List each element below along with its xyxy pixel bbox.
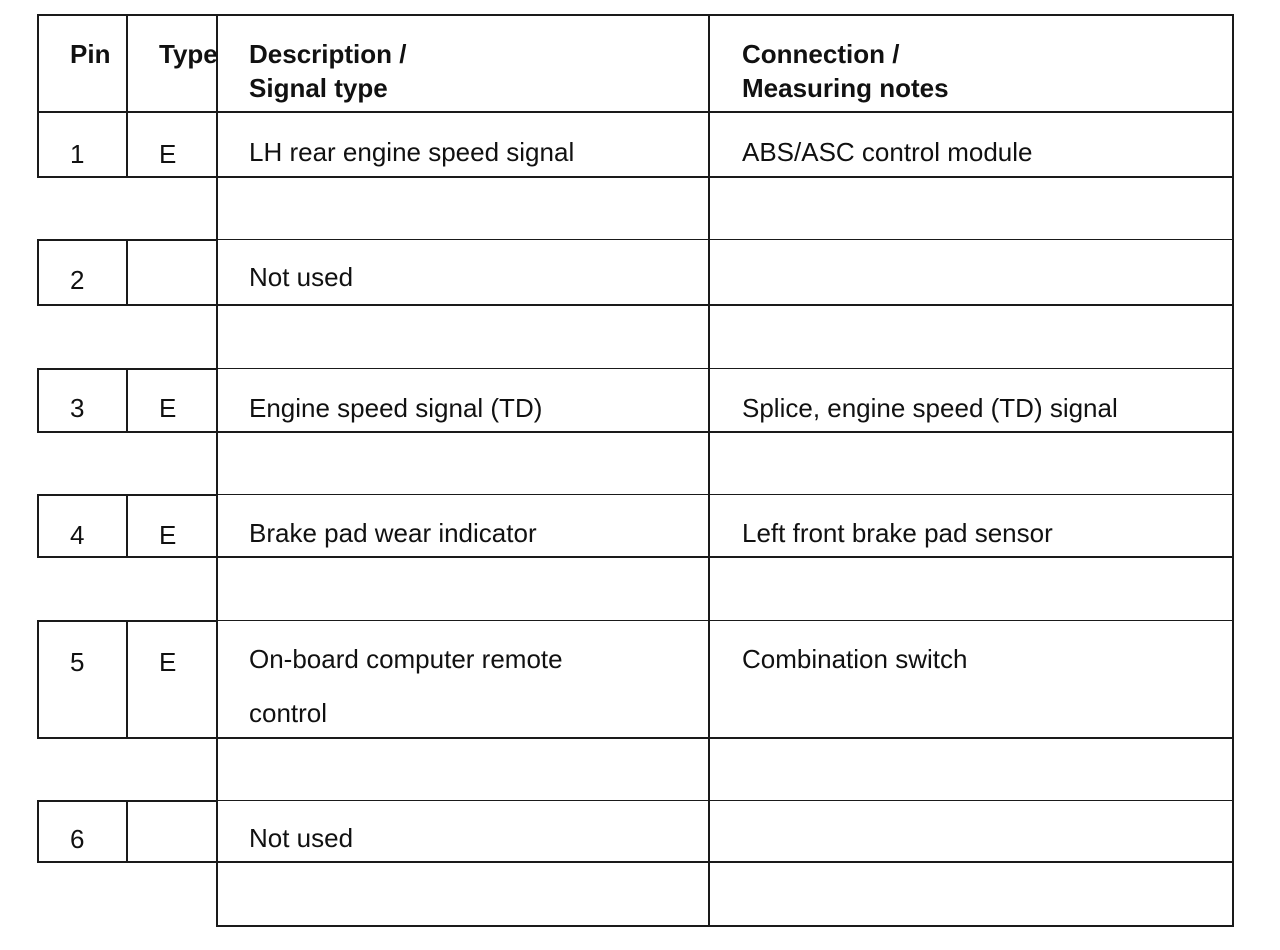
spacer-5-bottom: [216, 800, 1234, 801]
col-divider-type-description: [216, 14, 218, 927]
row-6-description: Not used: [249, 823, 354, 853]
row-4-bottom: [37, 556, 1234, 558]
table-border-left: [37, 14, 39, 177]
row-3-left: [37, 368, 39, 433]
row-1-connection: ABS/ASC control module: [742, 137, 1033, 167]
row-5-bottom: [37, 737, 1234, 739]
row-3-divider: [126, 368, 128, 433]
row-4-type: E: [159, 520, 177, 550]
row-4-connection: Left front brake pad sensor: [742, 518, 1053, 548]
row-4-pin: 4: [70, 520, 85, 550]
row-6-bottom: [37, 861, 1234, 863]
row-1-description: LH rear engine speed signal: [249, 137, 575, 167]
header-description-line1: Description /: [249, 39, 407, 69]
row-4-divider: [126, 494, 128, 558]
spacer-4-bottom: [216, 620, 1234, 621]
row-2-left: [37, 239, 39, 306]
col-divider-description-connection: [708, 14, 710, 927]
row-3-description: Engine speed signal (TD): [249, 393, 543, 423]
header-description-line2: Signal type: [249, 73, 388, 103]
row-6-pin: 6: [70, 824, 85, 854]
row-1-type: E: [159, 139, 177, 169]
row-6-divider: [126, 800, 128, 863]
row-3-bottom: [37, 431, 1234, 433]
row-3-connection: Splice, engine speed (TD) signal: [742, 393, 1118, 423]
col-divider-pin-type: [126, 14, 128, 177]
header-connection-line2: Measuring notes: [742, 73, 949, 103]
row-3-pin: 3: [70, 393, 85, 423]
row-5-description-line2: control: [249, 698, 328, 728]
row-5-description-line1: On-board computer remote: [249, 644, 563, 674]
spacer-3-bottom: [216, 494, 1234, 495]
table-border-right: [1232, 14, 1234, 927]
row-1-bottom: [37, 176, 1234, 178]
row-6-left: [37, 800, 39, 863]
table-border-bottom: [216, 925, 1234, 927]
row-2-pin: 2: [70, 265, 85, 295]
row-1-pin: 1: [70, 139, 85, 169]
header-pin: Pin: [70, 39, 111, 69]
spacer-1-bottom: [216, 239, 1234, 240]
row-5-left: [37, 620, 39, 739]
row-2-divider: [126, 239, 128, 306]
header-connection-line1: Connection /: [742, 39, 900, 69]
row-4-left: [37, 494, 39, 558]
row-2-description: Not used: [249, 262, 354, 292]
row-3-type: E: [159, 393, 177, 423]
row-5-type: E: [159, 647, 177, 677]
row-4-description: Brake pad wear indicator: [249, 518, 537, 548]
spacer-2-bottom: [216, 368, 1234, 369]
row-5-divider: [126, 620, 128, 739]
row-5-pin: 5: [70, 647, 85, 677]
row-5-connection: Combination switch: [742, 644, 968, 674]
header-type: Type: [159, 39, 218, 69]
row-2-bottom: [37, 304, 1234, 306]
